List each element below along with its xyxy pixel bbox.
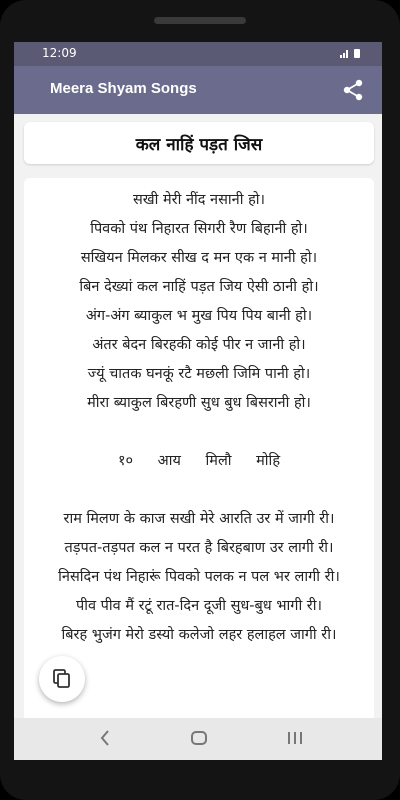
lyric-line: पिवको पंथ निहारत सिगरी रैण बिहानी हो। <box>90 221 308 237</box>
lyric-line: बिरह भुजंग मेरो डस्यो कलेजो लहर हलाहल जागी री। <box>61 627 337 643</box>
lyric-line: राम मिलण के काज सखी मेरे आरति उर में जागी री। <box>63 511 335 527</box>
lyric-line: अंग-अंग ब्याकुल भ मुख पिय पिय बानी हो। <box>85 308 313 324</box>
lyric-line: सखियन मिलकर सीख द मन एक न मानी हो। <box>80 250 318 266</box>
lyric-line: ज्यूं चातक घनकूं रटै मछली जिमि पानी हो। <box>87 366 311 382</box>
section-heading: १० आय मिलौ मोहि <box>117 453 281 469</box>
lyric-line: पीव पीव मैं रटूं रात-दिन दूजी सुध-बुध भागी री। <box>76 598 322 614</box>
lyric-line: बिन देख्यां कल नाहिं पड़त जिय ऐसी ठानी हो। <box>79 279 319 295</box>
speaker-grille <box>154 17 246 24</box>
share-icon[interactable] <box>342 79 364 101</box>
signal-battery-icons <box>340 48 362 61</box>
recents-icon[interactable] <box>286 728 304 748</box>
home-icon[interactable] <box>190 728 208 748</box>
signal-icon <box>340 48 362 58</box>
lyric-line: सखी मेरी नींद नसानी हो। <box>132 192 266 208</box>
app-title: Meera Shyam Songs <box>50 80 197 97</box>
navigation-bar <box>14 718 382 760</box>
app-bar <box>14 66 382 114</box>
lyric-line: तड़पत-तड़पत कल न परत है बिरहबाण उर लागी री। <box>64 540 334 556</box>
status-time: 12:09 <box>42 46 77 60</box>
line-gap <box>34 418 364 447</box>
song-title: कल नाहिं पड़त जिस <box>135 135 263 155</box>
lyric-line: निसदिन पंथ निहारूं पिवको पलक न पल भर लागी री। <box>58 569 340 585</box>
lyrics-card[interactable] <box>24 178 374 738</box>
screen <box>14 42 382 760</box>
line-gap <box>34 476 364 505</box>
copy-button[interactable] <box>39 656 85 702</box>
song-title-card <box>24 122 374 164</box>
copy-icon <box>52 669 72 689</box>
lyrics-text <box>24 178 374 650</box>
back-icon[interactable] <box>98 728 112 748</box>
lyric-line: मीरा ब्याकुल बिरहणी सुध बुध बिसरानी हो। <box>87 395 311 411</box>
lyric-line: अंतर बेदन बिरहकी कोई पीर न जानी हो। <box>92 337 306 353</box>
status-bar <box>14 42 382 66</box>
